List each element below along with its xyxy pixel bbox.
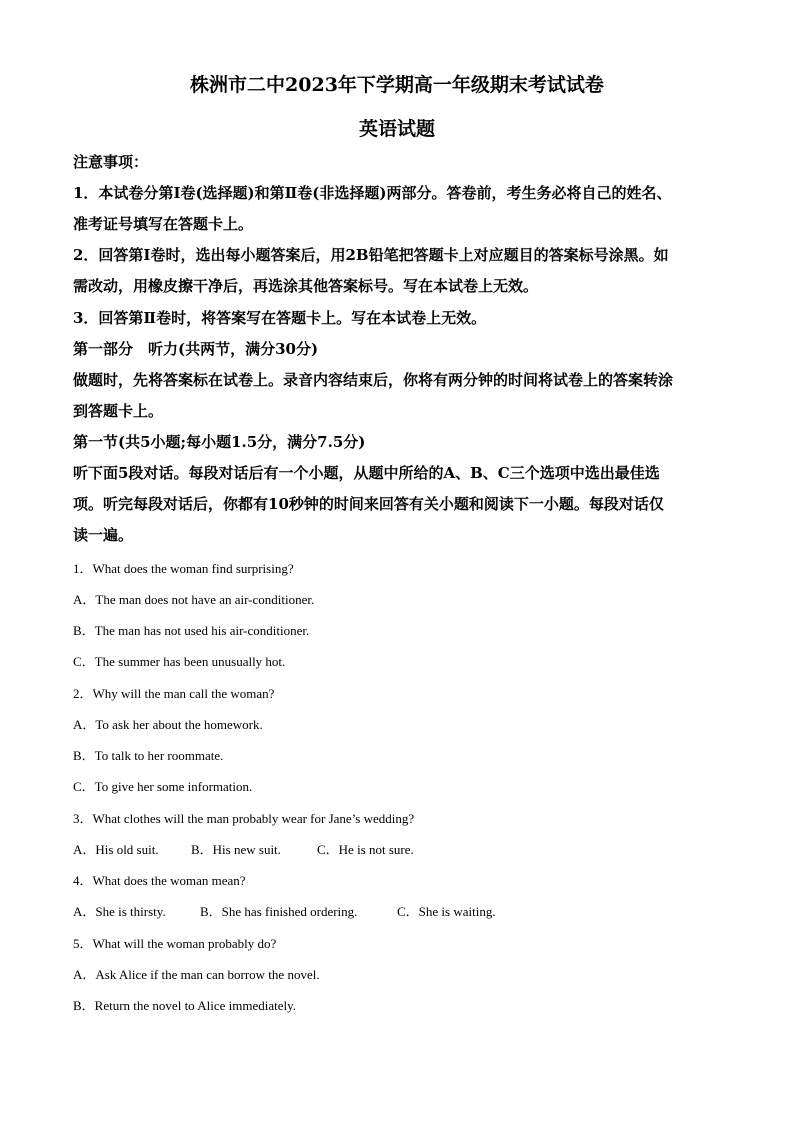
question-1-stem: 1．What does the woman find surprising?	[73, 561, 294, 576]
question-2-option-c: C．To give her some information.	[73, 779, 253, 794]
part1-instruction-line-1: 做题时，先将答案标在试卷上。录音内容结束后，你将有两分钟的时间将试卷上的答案转涂	[73, 371, 674, 389]
question-1-option-c: C．The summer has been unusually hot.	[73, 654, 286, 669]
section1-heading: 第一节(共5小题;每小题1.5分，满分7.5分)	[73, 433, 366, 451]
question-4-option-b: B．She has finished ordering.	[200, 904, 358, 919]
question-3-option-b: B．His new suit.	[191, 842, 281, 857]
question-2-option-a: A．To ask her about the homework.	[73, 717, 263, 732]
question-1-option-b: B．The man has not used his air-conditioner.	[73, 623, 310, 638]
question-3-option-a: A．His old suit.	[73, 842, 159, 857]
question-3-options	[73, 839, 414, 858]
question-4-stem: 4．What does the woman mean?	[73, 873, 246, 888]
part1-heading: 第一部分 听力(共两节，满分30分)	[73, 340, 319, 358]
section1-instruction-line-3: 读一遍。	[73, 526, 134, 544]
notice-item-1-line-2: 准考证号填写在答题卡上。	[73, 215, 254, 233]
section1-instruction-line-1: 听下面5段对话。每段对话后有一个小题，从题中所给的A、B、C三个选项中选出最佳选	[73, 464, 660, 482]
question-4-option-a: A．She is thirsty.	[73, 904, 166, 919]
notice-item-2-line-1: 2．回答第Ⅰ卷时，选出每小题答案后，用2B铅笔把答题卡上对应题目的答案标号涂黑。如	[73, 246, 669, 264]
question-4-option-c: C．She is waiting.	[397, 904, 496, 919]
question-4-options	[73, 901, 496, 920]
exam-title: 株洲市二中2023年下学期高一年级期末考试试卷	[190, 74, 604, 96]
question-3-option-c: C．He is not sure.	[317, 842, 414, 857]
part1-instruction-line-2: 到答题卡上。	[73, 402, 164, 420]
section1-instruction-line-2: 项。听完每段对话后，你都有10秒钟的时间来回答有关小题和阅读下一小题。每段对话仅	[73, 495, 664, 513]
notice-item-1-line-1: 1．本试卷分第Ⅰ卷(选择题)和第Ⅱ卷(非选择题)两部分。答卷前，考生务必将自己的姓名、	[73, 184, 672, 202]
notice-item-3: 3．回答第Ⅱ卷时，将答案写在答题卡上。写在本试卷上无效。	[73, 309, 487, 327]
question-1-option-a: A．The man does not have an air-conditioner.	[73, 592, 315, 607]
question-2-stem: 2．Why will the man call the woman?	[73, 686, 275, 701]
exam-subtitle: 英语试题	[358, 118, 435, 140]
notice-heading: 注意事项：	[73, 153, 149, 171]
question-3-stem: 3．What clothes will the man probably wear for Jane’s wedding?	[73, 811, 415, 826]
question-5-option-b: B．Return the novel to Alice immediately.	[73, 998, 296, 1013]
notice-item-2-line-2: 需改动，用橡皮擦干净后，再选涂其他答案标号。写在本试卷上无效。	[73, 277, 539, 295]
question-2-option-b: B．To talk to her roommate.	[73, 748, 224, 763]
question-5-stem: 5．What will the woman probably do?	[73, 936, 277, 951]
question-5-option-a: A．Ask Alice if the man can borrow the novel.	[73, 967, 320, 982]
